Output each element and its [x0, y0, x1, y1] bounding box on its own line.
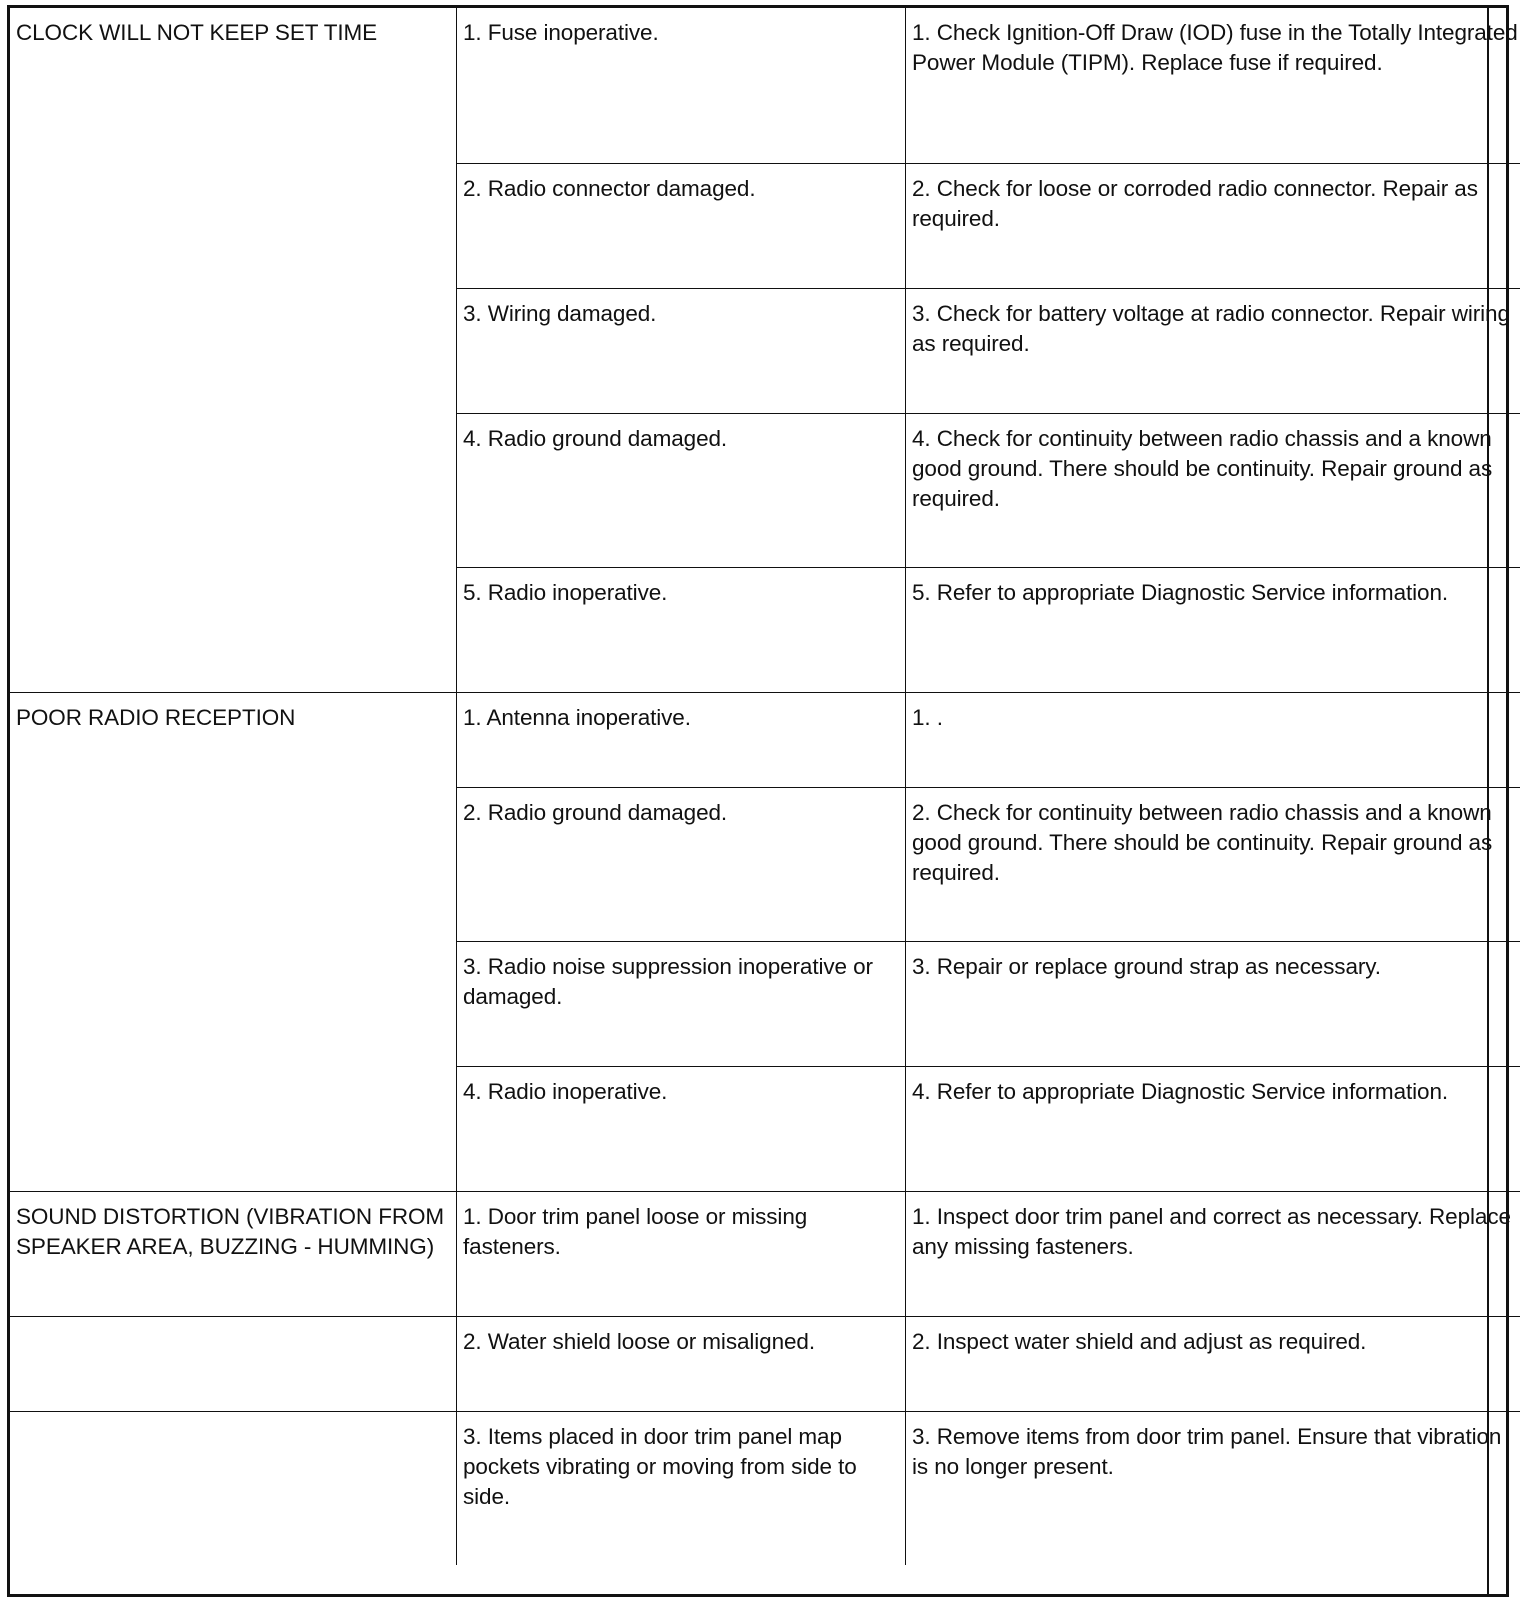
- correction-cell: 1. Check Ignition-Off Draw (IOD) fuse in the Totally Integrated Power Module (TIPM). Replace fuse if required.: [906, 8, 1520, 163]
- cause-cell: 2. Water shield loose or misaligned.: [457, 1316, 906, 1411]
- table-row: [10, 1411, 1520, 1565]
- cause-cell: 4. Radio ground damaged.: [457, 413, 906, 567]
- cause-cell: 4. Radio inoperative.: [457, 1066, 906, 1191]
- correction-cell: 4. Refer to appropriate Diagnostic Service information.: [906, 1066, 1520, 1191]
- condition-cell: POOR RADIO RECEPTION: [10, 692, 457, 1191]
- correction-cell: 2. Check for loose or corroded radio connector. Repair as required.: [906, 163, 1520, 288]
- cause-cell: 2. Radio connector damaged.: [457, 163, 906, 288]
- condition-cell: [10, 1411, 457, 1565]
- cause-cell: 1. Fuse inoperative.: [457, 8, 906, 163]
- table-row: [10, 1316, 1520, 1411]
- condition-cell: CLOCK WILL NOT KEEP SET TIME: [10, 8, 457, 692]
- cause-cell: 3. Wiring damaged.: [457, 288, 906, 413]
- condition-cell: SOUND DISTORTION (VIBRATION FROM SPEAKER AREA, BUZZING - HUMMING): [10, 1191, 457, 1316]
- correction-cell: 1. .: [906, 692, 1520, 787]
- correction-cell: 3. Remove items from door trim panel. Ensure that vibration is no longer present.: [906, 1411, 1520, 1565]
- cause-cell: 3. Radio noise suppression inoperative or damaged.: [457, 941, 906, 1066]
- cause-cell: 1. Door trim panel loose or missing fasteners.: [457, 1191, 906, 1316]
- cause-cell: 3. Items placed in door trim panel map pockets vibrating or moving from side to side.: [457, 1411, 906, 1565]
- table-row: [10, 692, 1520, 787]
- correction-cell: 4. Check for continuity between radio chassis and a known good ground. There should be continuity. Repair ground as required.: [906, 413, 1520, 567]
- diagnosis-table: [10, 8, 1520, 1565]
- correction-cell: 3. Check for battery voltage at radio connector. Repair wiring as required.: [906, 288, 1520, 413]
- correction-cell: 5. Refer to appropriate Diagnostic Service information.: [906, 567, 1520, 692]
- correction-cell: 3. Repair or replace ground strap as necessary.: [906, 941, 1520, 1066]
- cause-cell: 2. Radio ground damaged.: [457, 787, 906, 941]
- cause-cell: 5. Radio inoperative.: [457, 567, 906, 692]
- correction-cell: 2. Check for continuity between radio chassis and a known good ground. There should be continuity. Repair ground as required.: [906, 787, 1520, 941]
- table-row: [10, 8, 1520, 163]
- condition-cell: [10, 1316, 457, 1411]
- correction-cell: 1. Inspect door trim panel and correct as necessary. Replace any missing fasteners.: [906, 1191, 1520, 1316]
- table-row: [10, 1191, 1520, 1316]
- correction-cell: 2. Inspect water shield and adjust as required.: [906, 1316, 1520, 1411]
- cause-cell: 1. Antenna inoperative.: [457, 692, 906, 787]
